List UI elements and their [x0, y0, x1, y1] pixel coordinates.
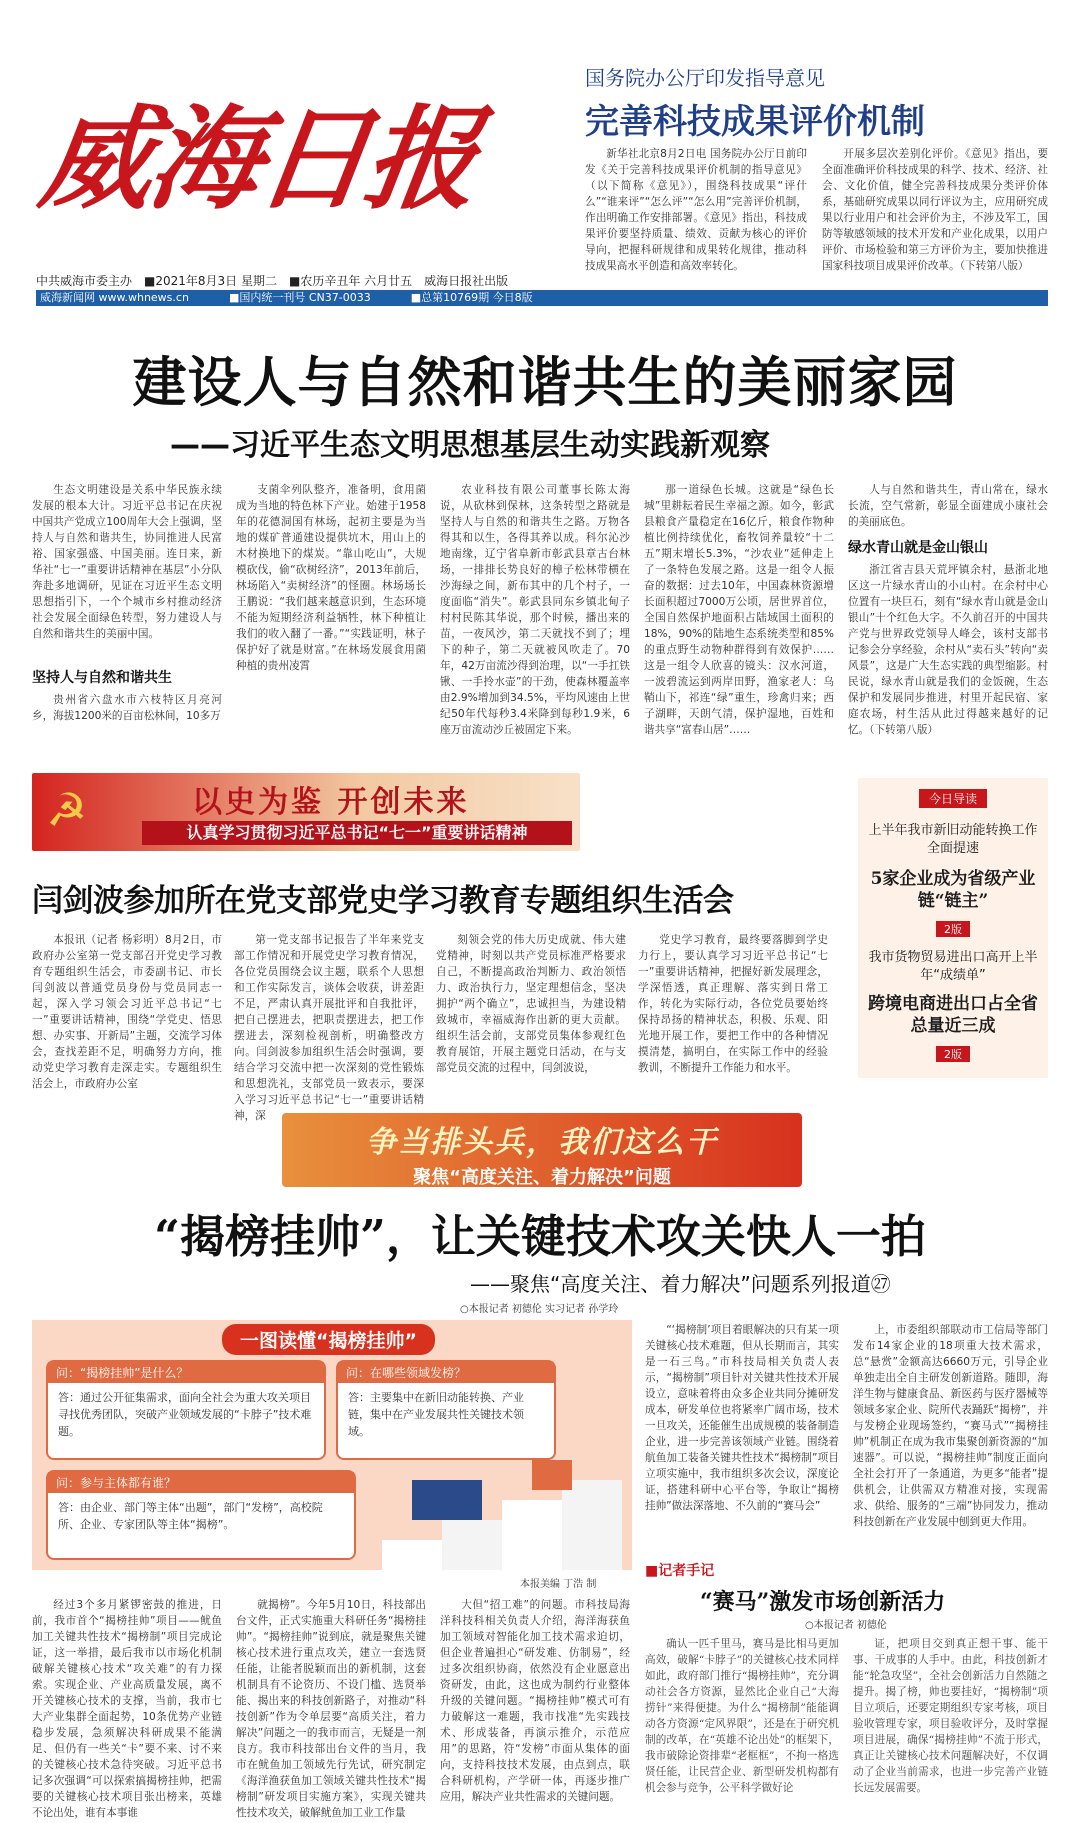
note-title[interactable]: “赛马”激发市场创新活力 — [700, 1589, 946, 1615]
feature-banner-sub: 聚焦“高度关注、着力解决”问题 — [413, 1167, 671, 1188]
info-a1: 答：通过公开征集需求，面向全社会为重大攻关项目寻找优秀团队，突破产业领域发展的“卡脖子”技术难题。 — [58, 1391, 312, 1438]
staircase-illustration — [372, 1460, 622, 1570]
info-q3 — [46, 1470, 356, 1560]
masthead-dept: 中共威海市委主办 — [36, 274, 133, 288]
guide-page-2[interactable]: 2版 — [936, 1046, 970, 1062]
masthead-date: ■2021年8月3日 星期二 — [144, 274, 277, 288]
party-banner-sub: 认真学习贯彻习近平总书记“七一”重要讲话精神 — [142, 821, 572, 845]
masthead-site[interactable]: 威海新闻网 www.whnews.cn — [40, 291, 189, 304]
feature-body-3: 大但“招工难”的问题。市科技局海洋科技科相关负责人介绍，海洋海获鱼加工领域对智能化加工技术需求迫切，但企业普遍担心“研发难、仿制易”，经过多次组织协商，依然没有企业愿意出资研发，由此，这也成为制约行业整体升级的关键问题。“揭榜挂帅”模式可有力破解这一难题，我市找准“先实践技术、形成装备，再演示推介，示范应用”的思路，符“发榜”市面从集体的面向，支持科技技术发展，由点到点，联合科研机构，产学研一体，再逐步推广应用，解决产业共性需求的关键问题。 — [440, 1599, 630, 1803]
party-emblem-icon: ☭ — [46, 783, 88, 837]
top-col-2: 开展多层次差别化评价。《意见》指出，要全面准确评价科技成果的科学、技术、经济、社会、文化价值，健全完善科技成果分类评价体系，基础研究成果以同行评议为主，应用研究成果以行业用户和社会评价为主，不涉及军工，国防等敏感领域的技术开发和产业化成果，以用户评价、市场检验和第三方评价为主，要加快推进国家科技项目成果评价改革。（下转第八版） — [822, 148, 1048, 272]
lead-sub-1: 坚持人与自然和谐共生 — [32, 670, 172, 686]
guide-item-1-headline[interactable]: 5家企业成为省级产业链“链主” — [870, 869, 1036, 911]
lead-col-3: 农业科技有限公司董事长陈太海说，从砍林到保林，这条转型之路就是坚持人与自然的和谐共生之路。万物各得其和以生，各得其养以成。科尔沁沙地南缘，辽宁省阜新市彰武县章古台林场，一排排长势良好的樟子松林带横在沙海绿之间，新布其中的几个村子，一度面临“消失”。彰武县同东乡镇北甸子村村民陈其华说，那个时候，播出来的苗，一夜风沙，第二天就找不到了；埋下的种子，第二天就被风吹走了。70年，42万亩流沙得到治理，以“一手扛铁锹、一手拎水壶”的干劲，使森林覆盖率由2.9%增加到34.5%，平均风速由上世纪50年代每秒3.4米降到每秒1.9米，6座万亩流动沙丘被固定下来。 — [440, 484, 630, 736]
masthead-meta — [36, 272, 576, 289]
top-col-1: 新华社北京8月2日电 国务院办公厅日前印发《关于完善科技成果评价机制的指导意见》（以下简称《意见》），围绕科技成果“评什么”“谁来评”“怎么评”“怎么用”完善评价机制，作出明确工作安排部署。《意见》指出，科技成果评价要坚持质量、绩效、贡献为核心的评价导向，把握科研规律和成果转化规律，推动科技成果高水平创造和高效率转化。 — [585, 148, 807, 272]
note-col-1: 确认一匹千里马，赛马是比相马更加高效，破解“卡脖子”的关键核心技术同样如此，政府部门推行“揭榜挂帅”，充分调动社会各方资源，显然比企业自己“大海捞针”来得便捷。为什么“揭榜制”能能调动各方资源“定风界限”，还是在于研究机制的改革，在“英雄不论出处”的框架下，我市破除论资排辈“老框框”，不拘一格选贤任能，让民营企业、新型研发机构都有机会参与竞争，公平科学做好论 — [645, 1638, 839, 1794]
top-kicker: 国务院办公厅印发指导意见 — [585, 66, 825, 90]
info-a3: 答：由企业、部门等主体“出题”，部门“发榜”，高校院所、企业、专家团队等主体“揭榜”。 — [58, 1501, 323, 1531]
note-byline: ○本报记者 初德伦 — [805, 1620, 887, 1631]
masthead-publisher: 威海日报社出版 — [424, 274, 509, 288]
masthead-cn: ■国内统一刊号 CN37-0033 — [228, 291, 371, 304]
top-title[interactable]: 完善科技成果评价机制 — [585, 102, 925, 142]
info-q2-label: 问：在哪些领域发榜？ — [338, 1362, 554, 1383]
masthead-logo: 威海日报 — [32, 94, 484, 225]
party-col-4: 党史学习教育，最终要落脚到学史力行上，要认真学习习近平总书记“七一”重要讲话精神，把握好新发展理念，学深悟透，真正理解、落实到日常工作，转化为实际行动，各位党员要始终保持昂扬的精神状态，积极、乐观、阳光地开展工作，要把工作中的各种情况摸清楚，搞明白，在实际工作中的经验教训，不断提升工作能力和水平。 — [638, 934, 828, 1074]
feature-byline: ○本报记者 初德伦 实习记者 孙学玲 — [460, 1304, 619, 1315]
masthead-lunar: ■农历辛丑年 六月廿五 — [288, 274, 413, 288]
info-q1-label: 问：“揭榜挂帅”是什么？ — [48, 1362, 324, 1383]
info-q2 — [336, 1360, 556, 1460]
info-q1 — [46, 1360, 326, 1460]
party-banner-title: 以史为鉴 开创未来 — [192, 785, 470, 820]
party-col-3: 刻领会党的伟大历史成就、伟大建党精神，时刻以共产党员标准严格要求自己，不断提高政治判断力、政治领悟力、政治执行力，坚定理想信念，坚决拥护“两个确立”，忠诚担当，为建设精致城市，幸福威海作出新的更大贡献。组织生活会前，支部党员集体参观红色教育展馆，开展主题党日活动，在与支部党员交流的过程中，闫剑波说， — [436, 934, 626, 1074]
note-label: ■记者手记 — [645, 1563, 715, 1579]
lead-col-5: 人与自然和谐共生，青山常在，绿水长流，空气常新，彰显全面建成小康社会的美丽底色。 绿水青山就是金山银山 浙江省吉县天荒坪镇余村，悬浙北地区这一片绿水青山的小山村。在余村中心位置有一块巨石，刻有“绿水青山就是金山银山”十个红色大字。不久前召开的中国共产党与世界政党领导人峰会，该村支部书记参会分享经验，余村从“卖石头”转向“卖风景”，这是广大生态实践的典型缩影。村民说，绿水青山就是我们的金饭碗，生态保护和发展同步推进，村里开起民宿、家庭农场，村生活从此过得越来越好的记忆。（下转第八版） — [848, 484, 1048, 736]
feature-banner-title: 争当排头兵，我们这么干 — [366, 1125, 718, 1160]
party-col-1: 本报讯（记者 杨彩明）8月2日，市政府办公室第一党支部召开党史学习教育专题组织生活会，市委副书记、市长闫剑波以普通党员身份与党员同志一起，深入学习领会习近平总书记“七一”重要讲话精神，围绕“学党史、悟思想、办实事、开新局”主题，交流学习体会，查找差距不足，明确努力方向，推动党史学习教育走深走实。专题组织生活会上，市政府办公室 — [32, 934, 222, 1090]
info-a2: 答：主要集中在新旧动能转换、产业链，集中在产业发展共性关键技术领域。 — [348, 1391, 524, 1438]
guide-badge: 今日导读 — [919, 789, 987, 808]
feature-title[interactable]: “揭榜挂帅”，让关键技术攻关快人一拍 — [154, 1210, 926, 1263]
masthead-bar — [36, 290, 1048, 306]
guide-page-1[interactable]: 2版 — [936, 921, 970, 937]
guide-item-1[interactable]: 上半年我市新旧动能转换工作全面提速 — [868, 823, 1038, 856]
infographic — [32, 1320, 632, 1570]
guide-item-2[interactable]: 我市货物贸易进出口高开上半年“成绩单” — [868, 950, 1038, 983]
feature-banner — [282, 1113, 802, 1187]
feature-subtitle: ——聚焦“高度关注、着力解决”问题系列报道㉗ — [470, 1272, 891, 1296]
feature-col-2: 上，市委组织部联动市工信局等部门发布14家企业的18项重大技术需求，总“悬赏”金额高达6660万元，引导企业单独走出全自主研发创新道路。随即，海洋生物与健康食品、新医药与医疗器械等领域多家企业、院所代表踊跃“揭榜”，并与发榜企业现场签约，“赛马式”“揭榜挂帅”机制正在成为我市集聚创新资源的“加速器”。可以说，“揭榜挂帅”制度正面向全社会打开了一条通道，为更多“能者”提供机会，让供需双方精准对接，实现需求、供给、服务的“三端”协同发力，推动科技创新在产业发展中刨到更大作用。 — [853, 1324, 1048, 1528]
lead-col-2: 支菌伞列队整齐，准备明，食用菌成为当地的特色林下产业。始建于1958年的花德洞国有林场，起初主要是为当地的煤矿普通建设提供坑木，用山上的木材换地下的煤炭。“靠山吃山”，大规模砍伐，偷“砍树经济”，2013年前后，林场陷入“卖树经济”的怪圈。林场场长王鹏说：“我们越来越意识到，生态环境不能为短期经济利益牺牲，林下种植让我们的收入翻了一番。”“实践证明，林子保护好了就是财富。”在林场发展食用菌种植的贵州凌霄 — [236, 484, 426, 672]
feature-body-1: 经过3个多月紧锣密鼓的推进，日前，我市首个“揭榜挂帅”项目——鱿鱼加工关键共性技术“揭榜制”项目完成论证，这一举措，最后我市以市场化机制破解关键核心技术“攻关难”的有力探索。实现企业、产业高质量发展，离不开关键核心技术的支撑，当前，我市七大产业集群全面起势，10条优势产业链稳步发展，急须解决科研成果不能满足、但仍有一些关“卡”要不来、讨不来的关键核心技术急待突破。习近平总书记多次强调“可以探索搞揭榜挂帅，把需要的关键核心技术项目张出榜来，英雄不论出处，谁有本事谁 — [32, 1599, 222, 1819]
infographic-title: 一图读懂“揭榜挂帅” — [222, 1324, 435, 1355]
info-q3-label: 问：参与主体都有谁？ — [48, 1472, 354, 1493]
party-title[interactable]: 闫剑波参加所在党支部党史学习教育专题组织生活会 — [32, 883, 734, 919]
note-col-2: 证，把项目交到真正想干事、能干事、干成事的人手中。由此，科技创新才能“轮急攻坚”，全社会创新活力自然随之提升。揭了榜，帅也要挂好，“揭榜制”项目立项后，还要定期组织专家考核，项目验收管理专家，项目验收评分，及时掌握项目进展，确保“揭榜挂帅”不流于形式，真正让关键核心技术问题解决好，不仅调动了企业当前需求，也进一步完善产业链长远发展需要。 — [853, 1638, 1048, 1794]
lead-col-4: 那一道绿色长城。这就是“绿色长城”里耕耘着民生幸福之源。如今，彰武县粮食产量稳定在16亿斤，粮食作物种植比例持续优化，畜牧饲养量较“十二五”期末增长5.3%，“沙农业”延伸走上了一条特色发展之路。这是一组令人振奋的数据：过去10年，中国森林资源增长面积超过7000万公顷，居世界首位，全国自然保护地面积占陆域国土面积的18%，90%的陆地生态系统类型和85%的重点野生动物种群得到有效保护……这是一组令人欣喜的镜头：汉水河道，一波碧流运到两岸田野，渔家老人：乌鞘山下，祁连“绿”重生，珍禽归来；西子湖畔，天朗气清，保护湿地，百姓和谐共享“富春山居”…… — [644, 484, 834, 736]
guide-item-2-headline[interactable]: 跨境电商进出口占全省总量近三成 — [868, 994, 1038, 1036]
lead-sub-5: 绿水青山就是金山银山 — [848, 540, 988, 556]
feature-col-1: “‘揭榜制’项目着眼解决的只有某一项关键核心技术难题，但从长期而言，其实是一石三鸟。”市科技局相关负责人表示，“揭榜制”项目针对关键共性技术开展设立，意味着将由众多企业共同分摊研发成本，研发单位也将紧率广阔市场，技术一旦攻关，还能催生出成规模的装备制造企业，进一步完善该领域产业链。围绕着航鱼加工装备关键共性技术“揭榜制”项目立项实施中，我市组织多次会议，深度论证，搭建科研中心平台等，争取让“揭榜挂帅”做法深落地、不久前的“赛马会” — [645, 1324, 839, 1512]
guide-box — [858, 778, 1048, 1078]
lead-col-1: 生态文明建设是关系中华民族永续发展的根本大计。习近平总书记在庆祝中国共产党成立100周年大会上强调，坚持人与自然和谐共生，协同推进人民富裕、国家强盛、中国美丽。连日来，新华社“七一”重要讲话精神在基层”小分队奔赴多地调研，见证在习近平生态文明思想指引下，一个个城市乡村推动经济社会发展全面绿色转型，努力建设人与自然和谐共生的美丽中国。 坚持人与自然和谐共生 贵州省六盘水市六枝特区月亮河乡，海拔1200米的百亩松林间，10多万 — [32, 484, 222, 722]
lead-title[interactable]: 建设人与自然和谐共生的美丽家园 — [132, 350, 958, 414]
lead-subtitle: ——习近平生态文明思想基层生动实践新观察 — [170, 428, 770, 463]
feature-body-2: 就揭榜”。今年5月10日，科技部出台文件，正式实施重大科研任务“揭榜挂帅”。“揭榜挂帅”说到底，就是聚焦关键核心技术进行重点攻关，建立一套选贤任能，让能者脱颖而出的新机制，这套机制具有不论资历、不设门槛、选贤举能、揭出来的科技创新路子，对推动“科技创新”作为令单层要“高质关注，着力解决”问题之一的我市而言，无疑是一剂良方。我市科技部出台文件的当月，我市在鱿鱼加工领域先行先试，研究制定《海洋渔获鱼加工领域关键共性技术“揭榜制”研发项目实施方案》，实现关键共性技术攻关，破解鱿鱼加工业工作量 — [236, 1599, 426, 1819]
masthead-issue: ■总第10769期 今日8版 — [410, 291, 533, 304]
party-banner — [32, 773, 580, 851]
party-col-2: 第一党支部书记报告了半年来党支部工作情况和开展党史学习教育情况，各位党员围绕会议主题，联系个人思想和工作实际发言，谈体会收获，讲差距不足，严肃认真开展批评和自我批评，把自己摆进去，把职责摆进去，把工作摆进去，深刻检视剖析，明确整改方向。闫剑波参加组织生活会时强调，要结合学习交流中把一次深刻的党性锻炼和思想洗礼，支部党员一致表示，要深入学习习近平总书记“七一”重要讲话精神，深 — [234, 934, 424, 1122]
infographic-credit: 本报美编 丁浩 制 — [520, 1579, 597, 1590]
